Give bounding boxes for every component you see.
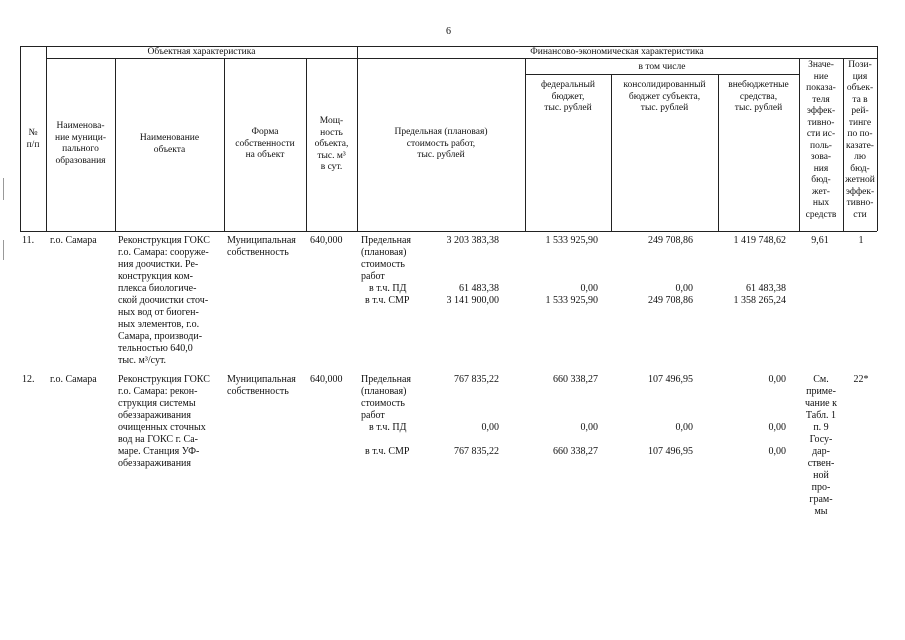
row-smr-total: 767 835,22 — [454, 446, 499, 457]
row-municipality: г.о. Самара — [50, 374, 97, 385]
col-ownership-header: Форма собственности на объект — [235, 127, 295, 160]
row-municipality: г.о. Самара — [50, 235, 97, 246]
col-municipality-header: Наименова- ние муници- пального образования — [54, 121, 107, 166]
row-number: 11. — [22, 235, 35, 246]
row-extrabudget-total: 1 419 748,62 — [733, 235, 786, 246]
row-position: 1 — [858, 235, 864, 246]
row-smr-total: 3 141 900,00 — [446, 295, 499, 306]
row-smr-federal: 660 338,27 — [553, 446, 598, 457]
row-smr-label: в т.ч. СМР — [365, 295, 410, 306]
page-number: 6 — [446, 26, 451, 37]
row-cost-label: Предельная (плановая) стоимость работ — [361, 374, 411, 421]
row-cost-total: 767 835,22 — [454, 374, 499, 385]
row-pd-federal: 0,00 — [580, 422, 598, 433]
col-federal-header: федеральный бюджет, тыс. рублей — [541, 80, 595, 113]
row-smr-consolidated: 249 708,86 — [648, 295, 693, 306]
row-object-name: Реконструкция ГОКС г.о. Самара: рекон- струкция системы обеззараживания очищенных сточных вод на ГОКС г. Са- маре. Станция УФ- обеззараживания — [118, 374, 210, 469]
row-ownership: Муниципальная собственность — [227, 374, 296, 397]
col-num-header: № п/п — [26, 128, 40, 150]
col-capacity-header: Мощ- ность объекта, тыс. м³ в сут. — [314, 116, 349, 172]
row-smr-federal: 1 533 925,90 — [545, 295, 598, 306]
row-cost-label: Предельная (плановая) стоимость работ — [361, 235, 411, 282]
row-smr-consolidated: 107 496,95 — [648, 446, 693, 457]
row-object-name: Реконструкция ГОКС г.о. Самара: сооруже- ния доочистки. Ре- конструкция ком- плекса биологиче- ской доочистки сточ- ных вод от биоген- ных элементов, г.о. Самара, производи- тельностью 640,0 тыс. м³/сут. — [118, 235, 210, 366]
scan-artifact — [3, 240, 4, 260]
row-position: 22* — [853, 374, 869, 385]
row-ownership: Муниципальная собственность — [227, 235, 296, 258]
scan-artifact — [3, 178, 4, 200]
row-capacity: 640,000 — [310, 235, 343, 246]
row-pd-label: в т.ч. ПД — [369, 422, 407, 433]
col-cost-header: Предельная (плановая) стоимость работ, тыс. рублей — [394, 127, 488, 160]
row-pd-consolidated: 0,00 — [675, 422, 693, 433]
col-consolidated-header: консолидированный бюджет субъекта, тыс. рублей — [623, 80, 706, 113]
row-pd-extrabudget: 61 483,38 — [746, 283, 786, 294]
col-extrabudget-header: внебюджетные средства, тыс. рублей — [728, 80, 789, 113]
row-extrabudget-total: 0,00 — [768, 374, 786, 385]
row-pd-total: 61 483,38 — [459, 283, 499, 294]
row-pd-label: в т.ч. ПД — [369, 283, 407, 294]
row-cost-total: 3 203 383,38 — [446, 235, 499, 246]
row-capacity: 640,000 — [310, 374, 343, 385]
group-object-header: Объектная характеристика — [147, 47, 256, 57]
row-pd-extrabudget: 0,00 — [768, 422, 786, 433]
col-indicator-header: Значе- ние показа- теля эффек- тивно- сти ис- поль- зова- ния бюд- жет- ных средств — [805, 60, 837, 220]
row-indicator: 9,61 — [811, 235, 829, 246]
row-indicator: См. приме- чание к Табл. 1 п. 9 Госу- дар- ствен- ной про- грам- мы — [805, 374, 837, 517]
row-pd-total: 0,00 — [481, 422, 499, 433]
row-consolidated-total: 249 708,86 — [648, 235, 693, 246]
in-that-number-header: в том числе — [638, 62, 686, 72]
col-position-header: Пози- ция объек- та в рей- тинге по по- казате- лю бюд- жетной эффек- тивно- сти — [845, 60, 875, 220]
row-pd-consolidated: 0,00 — [675, 283, 693, 294]
col-object-name-header: Наименование объекта — [139, 133, 200, 155]
row-pd-federal: 0,00 — [580, 283, 598, 294]
row-smr-label: в т.ч. СМР — [365, 446, 410, 457]
row-consolidated-total: 107 496,95 — [648, 374, 693, 385]
group-finance-header: Финансово-экономическая характеристика — [530, 47, 704, 57]
row-federal-total: 660 338,27 — [553, 374, 598, 385]
row-number: 12. — [22, 374, 35, 385]
row-federal-total: 1 533 925,90 — [545, 235, 598, 246]
row-smr-extrabudget: 1 358 265,24 — [733, 295, 786, 306]
row-smr-extrabudget: 0,00 — [768, 446, 786, 457]
